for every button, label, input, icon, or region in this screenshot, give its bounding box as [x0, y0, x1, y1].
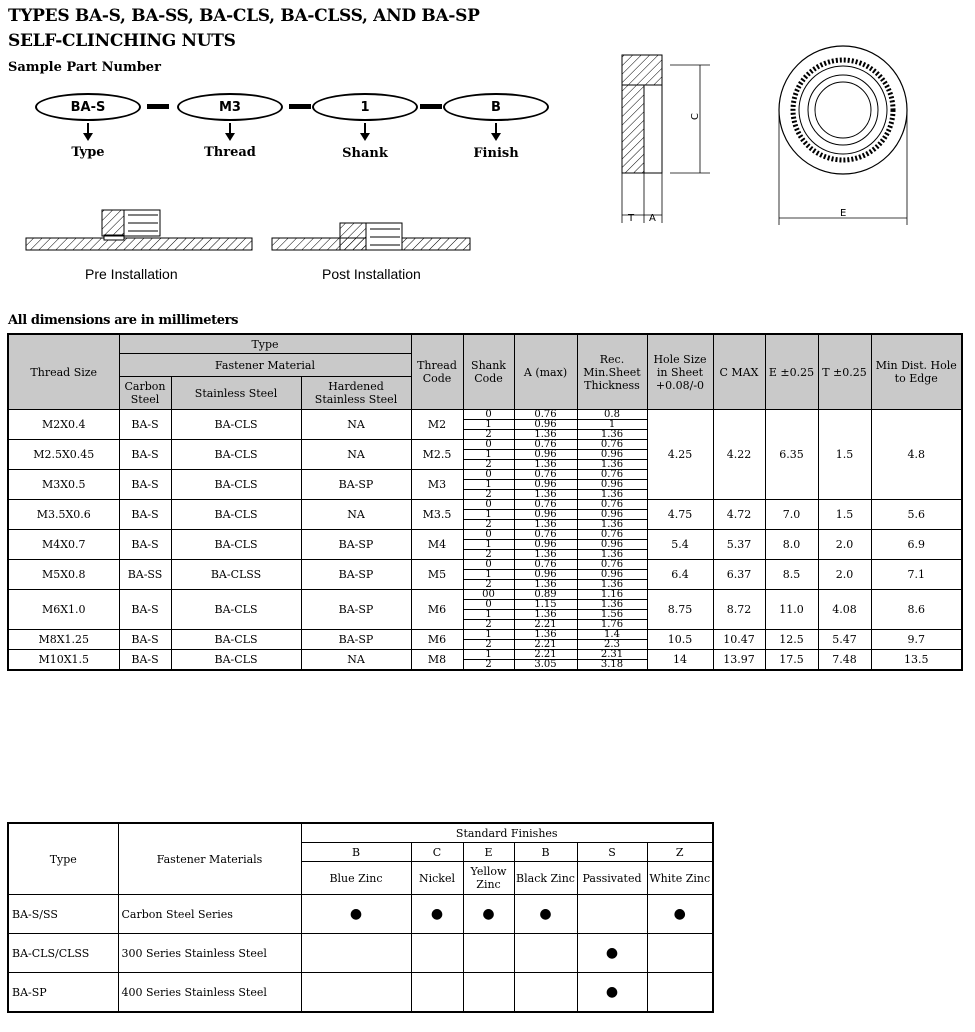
col-shank-code: Shank Code — [463, 334, 514, 410]
cell-carbon-steel: BA-S — [119, 590, 171, 630]
cell-hardened-stainless: BA-SP — [301, 530, 411, 560]
col-fastener-material: Fastener Material — [119, 354, 411, 377]
cell-hardened-stainless: NA — [301, 500, 411, 530]
cell-shank-code: 1 — [463, 450, 514, 460]
cell-a-max: 2.21 — [514, 640, 577, 650]
cell-carbon-steel: BA-S — [119, 470, 171, 500]
dim-c-label: C — [690, 113, 701, 120]
cell-a-max: 3.05 — [514, 660, 577, 671]
cell-shank-code: 0 — [463, 440, 514, 450]
cell-e: 12.5 — [765, 630, 818, 650]
doc-title-line1: TYPES BA-S, BA-SS, BA-CLS, BA-CLSS, AND BA-SP — [8, 6, 480, 26]
finish-material: 300 Series Stainless Steel — [118, 934, 301, 973]
cell-a-max: 2.21 — [514, 650, 577, 660]
dim-e-label: E — [840, 208, 847, 219]
col-rec-min-sheet: Rec. Min.Sheet Thickness — [577, 334, 647, 410]
finish-name: Passivated — [577, 862, 647, 895]
finish-mark — [647, 973, 713, 1013]
table-row — [8, 630, 962, 640]
cell-rec-min-sheet: 0.76 — [577, 470, 647, 480]
cell-hole-size: 8.75 — [647, 590, 713, 630]
cell-thread-size: M3X0.5 — [8, 470, 119, 500]
cell-shank-code: 1 — [463, 540, 514, 550]
cell-stainless-steel: BA-CLS — [171, 590, 301, 630]
cell-a-max: 1.15 — [514, 600, 577, 610]
cell-thread-code: M6 — [411, 590, 463, 630]
cell-shank-code: 0 — [463, 500, 514, 510]
finish-mark: ● — [577, 973, 647, 1013]
cell-c-max: 4.72 — [713, 500, 765, 530]
cell-shank-code: 0 — [463, 560, 514, 570]
cell-shank-code: 0 — [463, 530, 514, 540]
table-row — [8, 895, 713, 934]
cell-t: 1.5 — [818, 500, 871, 530]
cell-a-max: 0.76 — [514, 440, 577, 450]
cell-thread-size: M10X1.5 — [8, 650, 119, 671]
cell-a-max: 0.76 — [514, 470, 577, 480]
finish-name: White Zinc — [647, 862, 713, 895]
cell-min-dist: 7.1 — [871, 560, 962, 590]
cell-thread-code: M4 — [411, 530, 463, 560]
cell-c-max: 10.47 — [713, 630, 765, 650]
cell-a-max: 1.36 — [514, 550, 577, 560]
cell-hole-size: 6.4 — [647, 560, 713, 590]
thread-label: Thread — [204, 145, 256, 160]
cell-a-max: 1.36 — [514, 580, 577, 590]
table-row — [8, 934, 713, 973]
cell-e: 7.0 — [765, 500, 818, 530]
cell-a-max: 1.36 — [514, 520, 577, 530]
cell-stainless-steel: BA-CLS — [171, 650, 301, 671]
doc-title-line2: SELF-CLINCHING NUTS — [8, 31, 236, 51]
col-stainless-steel: Stainless Steel — [171, 377, 301, 410]
cell-rec-min-sheet: 1.36 — [577, 600, 647, 610]
cell-hardened-stainless: BA-SP — [301, 590, 411, 630]
cell-a-max: 0.96 — [514, 510, 577, 520]
nut-side-view-drawing — [600, 45, 730, 230]
dimensions-table — [7, 333, 963, 671]
finish-code: B — [301, 843, 411, 862]
table-row — [8, 500, 962, 510]
cell-thread-code: M2.5 — [411, 440, 463, 470]
finishes-table — [7, 822, 714, 1013]
cell-rec-min-sheet: 0.76 — [577, 530, 647, 540]
cell-hole-size: 10.5 — [647, 630, 713, 650]
cell-rec-min-sheet: 1.36 — [577, 490, 647, 500]
nut-top-view-drawing — [770, 40, 920, 230]
pre-installation-label: Pre Installation — [85, 266, 178, 282]
arrow-head-icon — [360, 133, 370, 141]
cell-e: 17.5 — [765, 650, 818, 671]
part-finish-oval: B — [443, 93, 549, 121]
cell-stainless-steel: BA-CLS — [171, 500, 301, 530]
cell-rec-min-sheet: 1.36 — [577, 580, 647, 590]
finish-type: BA-S/SS — [8, 895, 118, 934]
dim-t-label: T — [628, 213, 635, 224]
cell-rec-min-sheet: 3.18 — [577, 660, 647, 671]
cell-stainless-steel: BA-CLSS — [171, 560, 301, 590]
cell-shank-code: 2 — [463, 640, 514, 650]
col-hardened-stainless: Hardened Stainless Steel — [301, 377, 411, 410]
cell-a-max: 0.96 — [514, 570, 577, 580]
cell-shank-code: 1 — [463, 630, 514, 640]
cell-hardened-stainless: BA-SP — [301, 630, 411, 650]
cell-carbon-steel: BA-S — [119, 440, 171, 470]
finish-mark — [301, 934, 411, 973]
cell-t: 1.5 — [818, 410, 871, 500]
pre-installation-diagram — [24, 205, 254, 260]
cell-rec-min-sheet: 1.36 — [577, 430, 647, 440]
cell-a-max: 0.76 — [514, 500, 577, 510]
finish-mark — [411, 934, 463, 973]
cell-shank-code: 2 — [463, 580, 514, 590]
cell-a-max: 0.96 — [514, 540, 577, 550]
cell-a-max: 0.89 — [514, 590, 577, 600]
table-row — [8, 560, 962, 570]
table-row — [8, 530, 962, 540]
cell-shank-code: 0 — [463, 600, 514, 610]
arrow-head-icon — [225, 133, 235, 141]
finish-mark: ● — [411, 895, 463, 934]
cell-rec-min-sheet: 2.3 — [577, 640, 647, 650]
col-t: T ±0.25 — [818, 334, 871, 410]
finish-mark — [647, 934, 713, 973]
separator-dash — [289, 104, 311, 109]
cell-shank-code: 2 — [463, 430, 514, 440]
cell-shank-code: 2 — [463, 550, 514, 560]
table-row — [8, 410, 962, 420]
cell-thread-code: M3 — [411, 470, 463, 500]
cell-thread-size: M6X1.0 — [8, 590, 119, 630]
cell-a-max: 0.96 — [514, 450, 577, 460]
cell-hardened-stainless: NA — [301, 650, 411, 671]
part-thread-oval: M3 — [177, 93, 283, 121]
part-shank-oval: 1 — [312, 93, 418, 121]
part-type-oval: BA-S — [35, 93, 141, 121]
finish-mark — [301, 973, 411, 1013]
cell-thread-size: M2.5X0.45 — [8, 440, 119, 470]
col-min-dist: Min Dist. Hole to Edge — [871, 334, 962, 410]
finish-mark — [514, 973, 577, 1013]
cell-thread-code: M8 — [411, 650, 463, 671]
cell-a-max: 1.36 — [514, 610, 577, 620]
cell-shank-code: 2 — [463, 620, 514, 630]
fin-col-type: Type — [8, 823, 118, 895]
finish-material: Carbon Steel Series — [118, 895, 301, 934]
cell-a-max: 0.96 — [514, 420, 577, 430]
cell-stainless-steel: BA-CLS — [171, 530, 301, 560]
table-row — [8, 590, 962, 600]
cell-shank-code: 1 — [463, 610, 514, 620]
cell-rec-min-sheet: 0.76 — [577, 440, 647, 450]
cell-carbon-steel: BA-S — [119, 500, 171, 530]
cell-shank-code: 1 — [463, 510, 514, 520]
finish-code: C — [411, 843, 463, 862]
cell-c-max: 13.97 — [713, 650, 765, 671]
cell-rec-min-sheet: 0.96 — [577, 570, 647, 580]
fin-col-materials: Fastener Materials — [118, 823, 301, 895]
cell-thread-code: M3.5 — [411, 500, 463, 530]
cell-carbon-steel: BA-S — [119, 630, 171, 650]
cell-rec-min-sheet: 1.56 — [577, 610, 647, 620]
cell-rec-min-sheet: 1.4 — [577, 630, 647, 640]
cell-rec-min-sheet: 1 — [577, 420, 647, 430]
cell-rec-min-sheet: 0.96 — [577, 450, 647, 460]
finish-name: Yellow Zinc — [463, 862, 514, 895]
cell-a-max: 2.21 — [514, 620, 577, 630]
cell-shank-code: 0 — [463, 410, 514, 420]
table-row — [8, 650, 962, 660]
cell-t: 5.47 — [818, 630, 871, 650]
cell-hole-size: 14 — [647, 650, 713, 671]
col-thread-code: Thread Code — [411, 334, 463, 410]
post-installation-diagram — [270, 205, 475, 260]
cell-hardened-stainless: BA-SP — [301, 560, 411, 590]
cell-min-dist: 9.7 — [871, 630, 962, 650]
cell-thread-code: M5 — [411, 560, 463, 590]
cell-t: 2.0 — [818, 530, 871, 560]
cell-shank-code: 00 — [463, 590, 514, 600]
post-installation-label: Post Installation — [322, 266, 421, 282]
cell-e: 6.35 — [765, 410, 818, 500]
arrow-head-icon — [491, 133, 501, 141]
cell-a-max: 1.36 — [514, 460, 577, 470]
cell-shank-code: 2 — [463, 520, 514, 530]
finish-mark — [514, 934, 577, 973]
finish-code: B — [514, 843, 577, 862]
finish-type: BA-SP — [8, 973, 118, 1013]
cell-shank-code: 2 — [463, 660, 514, 671]
cell-a-max: 0.76 — [514, 560, 577, 570]
col-hole-size: Hole Size in Sheet +0.08/-0 — [647, 334, 713, 410]
cell-thread-size: M2X0.4 — [8, 410, 119, 440]
cell-carbon-steel: BA-S — [119, 650, 171, 671]
cell-carbon-steel: BA-SS — [119, 560, 171, 590]
cell-hardened-stainless: NA — [301, 410, 411, 440]
finish-mark: ● — [301, 895, 411, 934]
cell-thread-code: M6 — [411, 630, 463, 650]
cell-min-dist: 4.8 — [871, 410, 962, 500]
cell-min-dist: 8.6 — [871, 590, 962, 630]
cell-hardened-stainless: BA-SP — [301, 470, 411, 500]
separator-dash — [147, 104, 169, 109]
cell-rec-min-sheet: 1.36 — [577, 520, 647, 530]
cell-rec-min-sheet: 0.76 — [577, 500, 647, 510]
finish-mark — [463, 934, 514, 973]
cell-min-dist: 13.5 — [871, 650, 962, 671]
finish-name: Black Zinc — [514, 862, 577, 895]
col-a-max: A (max) — [514, 334, 577, 410]
cell-stainless-steel: BA-CLS — [171, 470, 301, 500]
cell-a-max: 0.76 — [514, 410, 577, 420]
finish-name: Blue Zinc — [301, 862, 411, 895]
finish-mark — [463, 973, 514, 1013]
cell-a-max: 0.76 — [514, 530, 577, 540]
cell-rec-min-sheet: 0.8 — [577, 410, 647, 420]
cell-min-dist: 6.9 — [871, 530, 962, 560]
finish-material: 400 Series Stainless Steel — [118, 973, 301, 1013]
cell-rec-min-sheet: 1.16 — [577, 590, 647, 600]
cell-rec-min-sheet: 2.31 — [577, 650, 647, 660]
cell-hardened-stainless: NA — [301, 440, 411, 470]
cell-t: 4.08 — [818, 590, 871, 630]
finish-mark: ● — [577, 934, 647, 973]
cell-rec-min-sheet: 1.36 — [577, 550, 647, 560]
cell-hole-size: 4.75 — [647, 500, 713, 530]
cell-thread-size: M8X1.25 — [8, 630, 119, 650]
cell-a-max: 1.36 — [514, 630, 577, 640]
cell-shank-code: 2 — [463, 490, 514, 500]
finish-type: BA-CLS/CLSS — [8, 934, 118, 973]
cell-c-max: 5.37 — [713, 530, 765, 560]
arrow-head-icon — [83, 133, 93, 141]
cell-c-max: 8.72 — [713, 590, 765, 630]
col-e: E ±0.25 — [765, 334, 818, 410]
cell-thread-size: M3.5X0.6 — [8, 500, 119, 530]
finish-mark: ● — [463, 895, 514, 934]
fin-col-standard-finishes: Standard Finishes — [301, 823, 713, 843]
cell-rec-min-sheet: 1.76 — [577, 620, 647, 630]
finish-name: Nickel — [411, 862, 463, 895]
cell-shank-code: 1 — [463, 570, 514, 580]
cell-shank-code: 1 — [463, 480, 514, 490]
cell-c-max: 4.22 — [713, 410, 765, 500]
cell-min-dist: 5.6 — [871, 500, 962, 530]
cell-shank-code: 1 — [463, 420, 514, 430]
cell-e: 11.0 — [765, 590, 818, 630]
cell-thread-size: M4X0.7 — [8, 530, 119, 560]
cell-stainless-steel: BA-CLS — [171, 440, 301, 470]
table-row — [8, 973, 713, 1013]
shank-label: Shank — [342, 146, 388, 161]
cell-carbon-steel: BA-S — [119, 530, 171, 560]
cell-stainless-steel: BA-CLS — [171, 410, 301, 440]
finish-label: Finish — [473, 146, 519, 161]
cell-stainless-steel: BA-CLS — [171, 630, 301, 650]
cell-rec-min-sheet: 0.96 — [577, 510, 647, 520]
cell-a-max: 1.36 — [514, 490, 577, 500]
sample-part-number-label: Sample Part Number — [8, 60, 161, 75]
units-note: All dimensions are in millimeters — [8, 313, 238, 328]
finish-mark — [411, 973, 463, 1013]
finish-mark: ● — [514, 895, 577, 934]
cell-a-max: 0.96 — [514, 480, 577, 490]
finish-mark: ● — [647, 895, 713, 934]
dim-a-label: A — [649, 213, 656, 224]
cell-rec-min-sheet: 1.36 — [577, 460, 647, 470]
finish-mark — [577, 895, 647, 934]
col-carbon-steel: Carbon Steel — [119, 377, 171, 410]
col-thread-size: Thread Size — [8, 334, 119, 410]
type-label: Type — [71, 145, 105, 160]
cell-thread-size: M5X0.8 — [8, 560, 119, 590]
cell-e: 8.5 — [765, 560, 818, 590]
finish-code: E — [463, 843, 514, 862]
finish-code: S — [577, 843, 647, 862]
col-c-max: C MAX — [713, 334, 765, 410]
cell-t: 2.0 — [818, 560, 871, 590]
cell-hole-size: 4.25 — [647, 410, 713, 500]
col-type: Type — [119, 334, 411, 354]
cell-a-max: 1.36 — [514, 430, 577, 440]
cell-shank-code: 2 — [463, 460, 514, 470]
cell-thread-code: M2 — [411, 410, 463, 440]
finish-code: Z — [647, 843, 713, 862]
cell-carbon-steel: BA-S — [119, 410, 171, 440]
separator-dash — [420, 104, 442, 109]
cell-t: 7.48 — [818, 650, 871, 671]
cell-shank-code: 1 — [463, 650, 514, 660]
cell-shank-code: 0 — [463, 470, 514, 480]
cell-hole-size: 5.4 — [647, 530, 713, 560]
cell-rec-min-sheet: 0.96 — [577, 540, 647, 550]
cell-c-max: 6.37 — [713, 560, 765, 590]
cell-rec-min-sheet: 0.76 — [577, 560, 647, 570]
cell-rec-min-sheet: 0.96 — [577, 480, 647, 490]
cell-e: 8.0 — [765, 530, 818, 560]
